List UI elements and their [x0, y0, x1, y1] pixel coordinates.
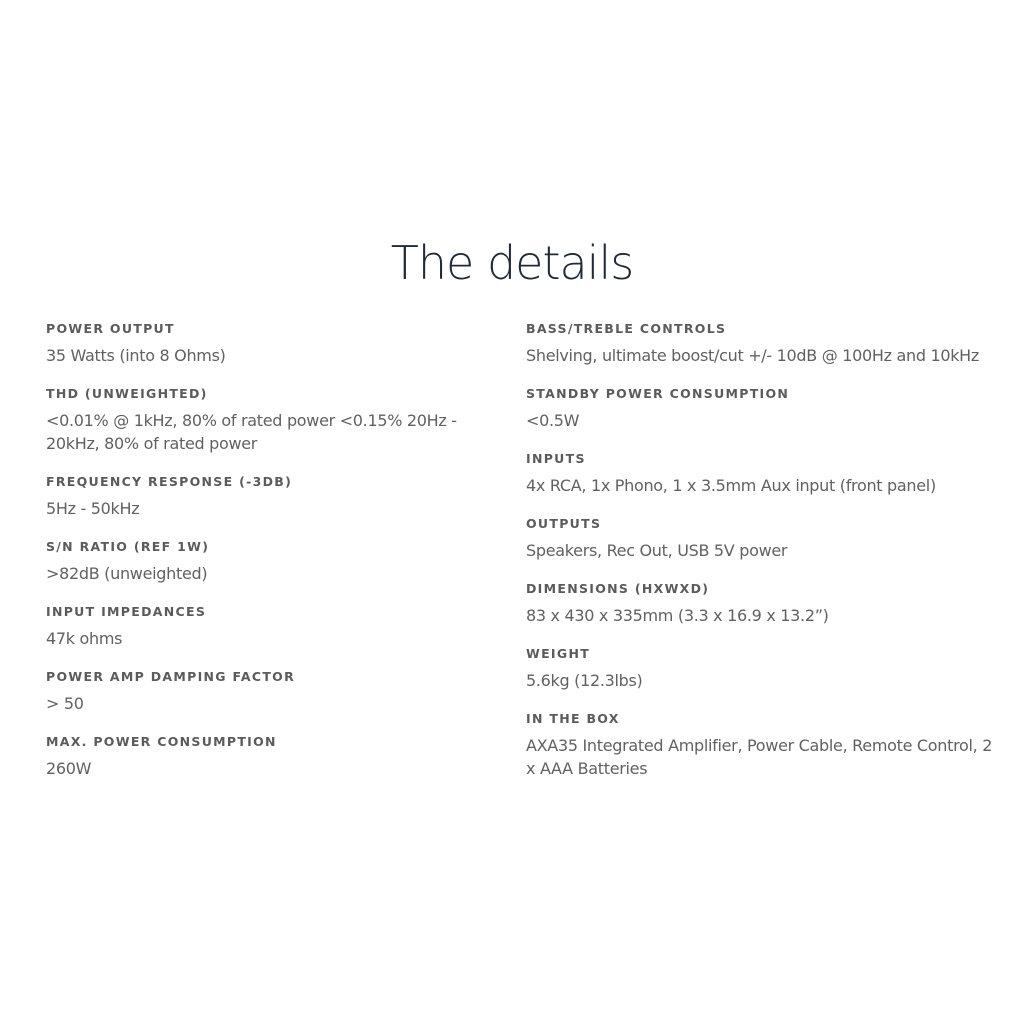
- spec-thd: [46, 385, 506, 455]
- spec-sn-ratio: [46, 538, 506, 585]
- spec-bass-treble: [526, 320, 996, 367]
- spec-label: S/N RATIO (REF 1W): [46, 539, 210, 554]
- spec-value: 83 x 430 x 335mm (3.3 x 16.9 x 13.2”): [526, 606, 829, 625]
- spec-label: IN THE BOX: [526, 711, 620, 726]
- spec-label: MAX. POWER CONSUMPTION: [46, 734, 277, 749]
- spec-in-the-box: [526, 710, 996, 780]
- spec-label: DIMENSIONS (HXWXD): [526, 581, 710, 596]
- spec-label: INPUTS: [526, 451, 586, 466]
- spec-input-impedances: [46, 603, 506, 650]
- spec-value: 5.6kg (12.3lbs): [526, 671, 643, 690]
- spec-inputs: [526, 450, 996, 497]
- spec-value: 35 Watts (into 8 Ohms): [46, 346, 226, 365]
- spec-label: BASS/TREBLE CONTROLS: [526, 321, 727, 336]
- spec-frequency-response: [46, 473, 506, 520]
- spec-label: INPUT IMPEDANCES: [46, 604, 207, 619]
- spec-standby-power: [526, 385, 996, 432]
- spec-value: 260W: [46, 759, 92, 778]
- spec-label: WEIGHT: [526, 646, 591, 661]
- spec-outputs: [526, 515, 996, 562]
- spec-damping-factor: [46, 668, 506, 715]
- spec-power-output: [46, 320, 506, 367]
- spec-label: THD (UNWEIGHTED): [46, 386, 208, 401]
- spec-value: <0.01% @ 1kHz, 80% of rated power <0.15% 20Hz - 20kHz, 80% of rated power: [46, 411, 457, 453]
- spec-value: 47k ohms: [46, 629, 123, 648]
- spec-value: <0.5W: [526, 411, 580, 430]
- spec-value: 4x RCA, 1x Phono, 1 x 3.5mm Aux input (front panel): [526, 476, 936, 495]
- specs-left-column: [46, 320, 506, 798]
- spec-value: > 50: [46, 694, 84, 713]
- spec-value: AXA35 Integrated Amplifier, Power Cable, Remote Control, 2 x AAA Batteries: [526, 736, 993, 778]
- spec-dimensions: [526, 580, 996, 627]
- specs-right-column: [526, 320, 996, 798]
- spec-label: POWER OUTPUT: [46, 321, 175, 336]
- spec-weight: [526, 645, 996, 692]
- spec-label: POWER AMP DAMPING FACTOR: [46, 669, 296, 684]
- spec-value: Shelving, ultimate boost/cut +/- 10dB @ 100Hz and 10kHz: [526, 346, 980, 365]
- spec-label: FREQUENCY RESPONSE (-3DB): [46, 474, 293, 489]
- page-title: The details: [390, 235, 634, 290]
- spec-max-power-consumption: [46, 733, 506, 780]
- spec-label: OUTPUTS: [526, 516, 602, 531]
- spec-value: Speakers, Rec Out, USB 5V power: [526, 541, 788, 560]
- spec-value: 5Hz - 50kHz: [46, 499, 140, 518]
- spec-label: STANDBY POWER CONSUMPTION: [526, 386, 790, 401]
- spec-value: >82dB (unweighted): [46, 564, 208, 583]
